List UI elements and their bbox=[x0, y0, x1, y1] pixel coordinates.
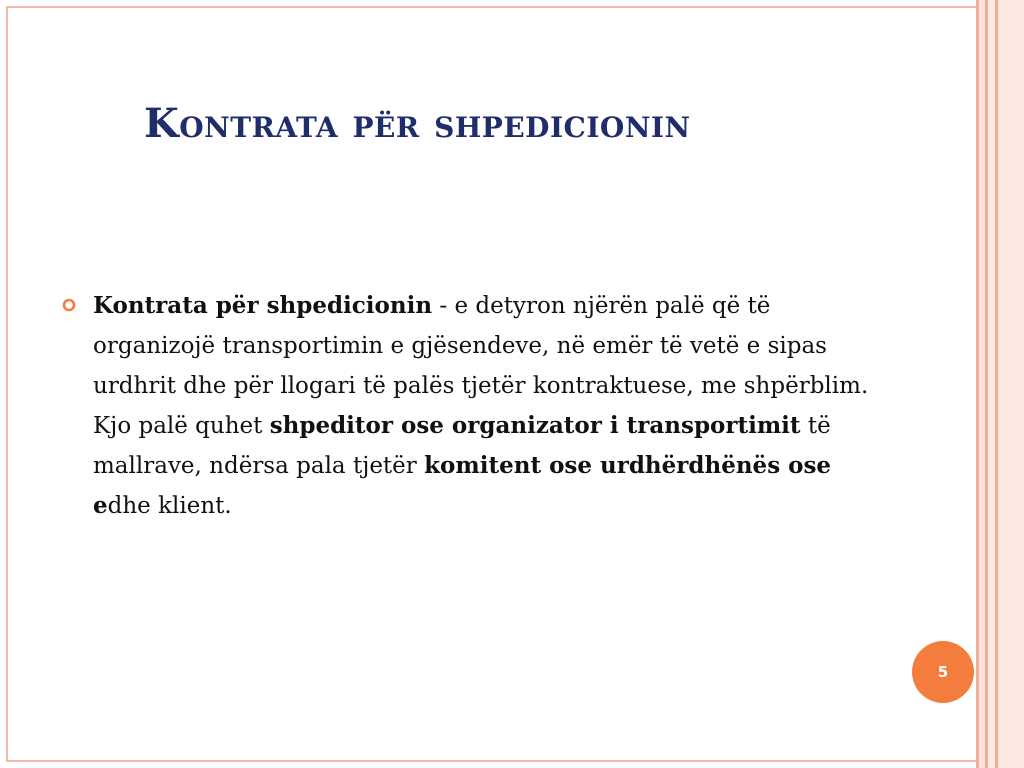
body-text-1: e detyron njërën palë që të organizojë transportimin e gjësendeve, në emër të vetë e sipas urdhrit dhe për llogari të palës tjetër kontraktuese, me shpërblim. Kjo palë quhet bbox=[93, 293, 869, 439]
page-number-badge: 5 bbox=[912, 641, 974, 703]
bold-phrase-shpeditor: shpeditor ose organizator i transportimit bbox=[269, 412, 801, 439]
bullet-paragraph bbox=[93, 286, 893, 526]
separator-text: - bbox=[432, 293, 455, 319]
decor-stripe bbox=[998, 0, 1024, 768]
frame-top-border bbox=[6, 6, 978, 8]
slide-title: Kontrata për shpedicionin bbox=[144, 100, 691, 147]
body-text-2: të mallrave, ndërsa pala tjetër bbox=[93, 413, 831, 479]
frame-bottom-border bbox=[6, 760, 978, 762]
frame-left-border bbox=[6, 6, 8, 762]
term-bold: Kontrata për shpedicionin bbox=[93, 292, 433, 319]
body-text-3: dhe klient. bbox=[107, 493, 232, 519]
bold-phrase-komitent: komitent ose urdhërdhënës ose e bbox=[93, 452, 832, 519]
circle-bullet-icon bbox=[62, 298, 76, 312]
decor-stripe bbox=[988, 0, 995, 768]
